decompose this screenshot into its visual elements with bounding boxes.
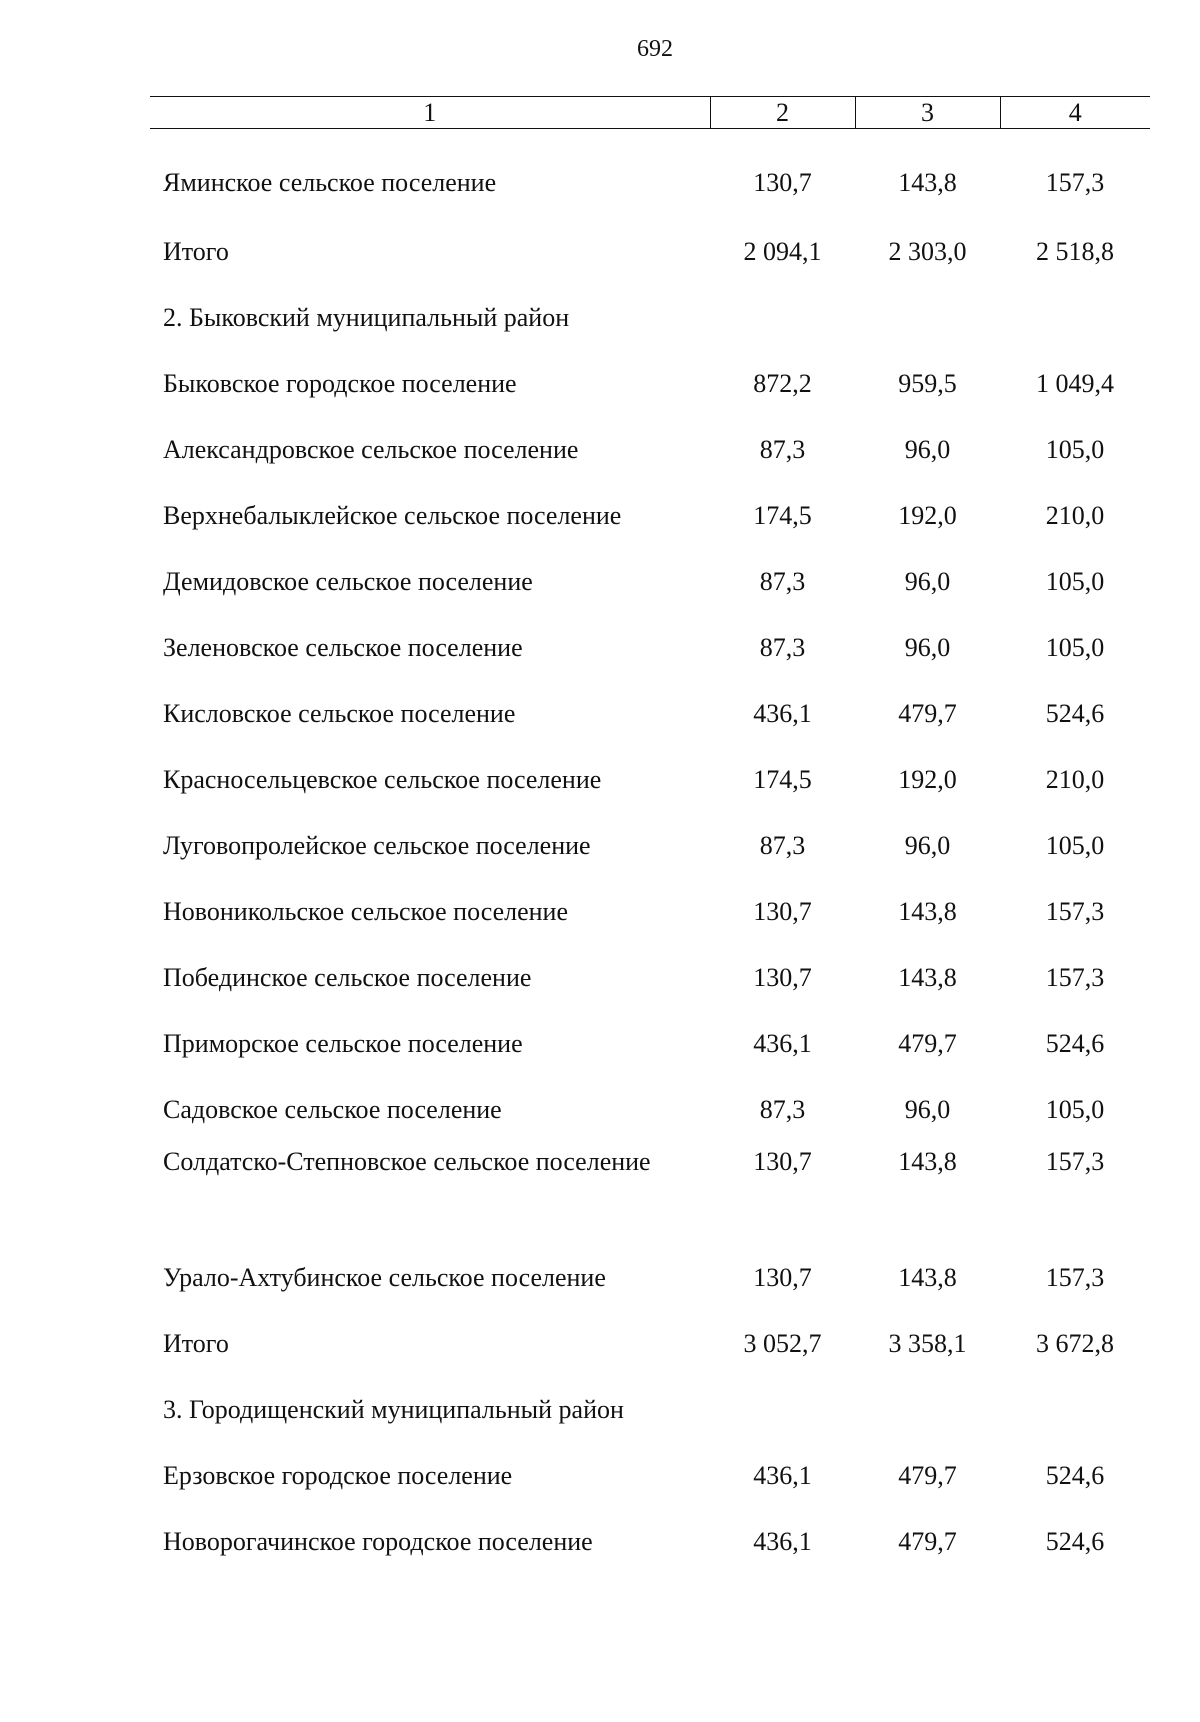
value-col-4: 157,3: [1045, 897, 1105, 926]
value-col-3: 143,8: [898, 897, 957, 926]
header-col-4: 4: [1000, 97, 1150, 129]
settlement-name: Кисловское сельское поселение: [163, 699, 516, 728]
header-col-1: 1: [150, 97, 710, 129]
settlement-name: Солдатско-Степновское сельское поселение: [163, 1146, 651, 1176]
settlement-name: Александровское сельское поселение: [163, 435, 579, 464]
settlement-name: Быковское городское поселение: [163, 369, 517, 398]
value-col-3: 2 303,0: [888, 237, 967, 266]
value-col-3: 96,0: [904, 435, 951, 464]
value-col-2: 87,3: [759, 633, 806, 662]
value-col-3: [855, 285, 1000, 351]
value-col-3: 96,0: [904, 567, 951, 596]
value-col-3: [855, 1377, 1000, 1443]
table-row: [150, 1443, 1150, 1509]
settlement-name: Луговопролейское сельское поселение: [163, 831, 591, 860]
value-col-3: 479,7: [898, 1029, 957, 1058]
header-col-2: 2: [710, 97, 855, 129]
value-col-2: 872,2: [753, 369, 812, 398]
table-body: [150, 129, 1150, 1575]
table-row: [150, 549, 1150, 615]
section-heading: 3. Городищенский муниципальный район: [163, 1395, 624, 1424]
value-col-2: 87,3: [759, 435, 806, 464]
table-row: [150, 945, 1150, 1011]
table-row: [150, 813, 1150, 879]
value-col-4: 1 049,4: [1036, 369, 1114, 398]
value-col-2: 130,7: [753, 963, 812, 992]
value-col-2: 174,5: [753, 765, 812, 794]
table-row: [150, 615, 1150, 681]
settlement-name: Красносельцевское сельское поселение: [163, 765, 602, 794]
value-col-4: 210,0: [1045, 765, 1105, 794]
value-col-2: 130,7: [753, 1263, 812, 1292]
total-row: [150, 1311, 1150, 1377]
value-col-4: 157,3: [1045, 1263, 1105, 1292]
value-col-3: 3 358,1: [888, 1329, 967, 1358]
settlement-name: Яминское сельское поселение: [163, 168, 497, 198]
settlement-name: Зеленовское сельское поселение: [163, 633, 523, 662]
table-row: [150, 417, 1150, 483]
value-col-4: 105,0: [1045, 633, 1105, 662]
value-col-3: 143,8: [898, 1146, 957, 1176]
page-number: 692: [637, 36, 673, 62]
table-row: [150, 483, 1150, 549]
value-col-4: 105,0: [1045, 831, 1105, 860]
table-row: [150, 1011, 1150, 1077]
value-col-4: 105,0: [1045, 435, 1105, 464]
header-col-3: 3: [855, 97, 1000, 129]
value-col-2: 2 094,1: [743, 237, 822, 266]
value-col-3: 96,0: [904, 1095, 951, 1124]
total-row: [150, 219, 1150, 285]
value-col-2: 130,7: [753, 168, 812, 198]
settlement-name: Урало-Ахтубинское сельское поселение: [163, 1263, 606, 1292]
value-col-4: 524,6: [1045, 1461, 1105, 1490]
value-col-4: 524,6: [1045, 1527, 1105, 1556]
value-col-4: 157,3: [1045, 168, 1105, 198]
value-col-2: 130,7: [753, 1146, 812, 1176]
section-row: [150, 285, 1150, 351]
value-col-2: 436,1: [753, 1527, 812, 1556]
table-row: [150, 879, 1150, 945]
value-col-3: 192,0: [898, 765, 957, 794]
section-row: [150, 1377, 1150, 1443]
table-header: [150, 97, 1150, 129]
value-col-3: 96,0: [904, 831, 951, 860]
value-col-2: 87,3: [759, 1095, 806, 1124]
value-col-4: 524,6: [1045, 699, 1105, 728]
table-row: [150, 1143, 1150, 1245]
value-col-2: 87,3: [759, 567, 806, 596]
value-col-2: [710, 1377, 855, 1443]
value-col-4: 524,6: [1045, 1029, 1105, 1058]
value-col-2: 87,3: [759, 831, 806, 860]
value-col-4: [1000, 285, 1150, 351]
total-label: Итого: [163, 237, 229, 266]
settlement-name: Новорогачинское городское поселение: [163, 1527, 593, 1556]
value-col-4: 157,3: [1045, 963, 1105, 992]
value-col-2: 436,1: [753, 1461, 812, 1490]
settlement-name: Побединское сельское поселение: [163, 963, 532, 992]
table-row: [150, 1077, 1150, 1143]
allocation-table: [150, 96, 1150, 1575]
value-col-4: 105,0: [1045, 567, 1105, 596]
header-row: [150, 97, 1150, 129]
value-col-2: [710, 285, 855, 351]
table-row: [150, 129, 1150, 219]
value-col-4: 3 672,8: [1036, 1329, 1114, 1358]
value-col-3: 143,8: [898, 168, 957, 198]
value-col-2: 174,5: [753, 501, 812, 530]
value-col-4: 2 518,8: [1036, 237, 1114, 266]
value-col-3: 959,5: [898, 369, 957, 398]
value-col-3: 479,7: [898, 699, 957, 728]
table-row: [150, 1509, 1150, 1575]
settlement-name: Ерзовское городское поселение: [163, 1461, 513, 1490]
value-col-3: 143,8: [898, 963, 957, 992]
table-row: [150, 1245, 1150, 1311]
table-row: [150, 747, 1150, 813]
settlement-name: Новоникольское сельское поселение: [163, 897, 568, 926]
total-label: Итого: [163, 1329, 229, 1358]
value-col-3: 143,8: [898, 1263, 957, 1292]
value-col-2: 436,1: [753, 699, 812, 728]
settlement-name: Демидовское сельское поселение: [163, 567, 533, 596]
value-col-2: 436,1: [753, 1029, 812, 1058]
section-heading: 2. Быковский муниципальный район: [163, 303, 570, 332]
settlement-name: Верхнебалыклейское сельское поселение: [163, 501, 622, 530]
value-col-2: 130,7: [753, 897, 812, 926]
value-col-4: 105,0: [1045, 1095, 1105, 1124]
table-row: [150, 351, 1150, 417]
value-col-3: 479,7: [898, 1527, 957, 1556]
settlement-name: Приморское сельское поселение: [163, 1029, 523, 1058]
settlement-name: Садовское сельское поселение: [163, 1095, 502, 1124]
value-col-3: 479,7: [898, 1461, 957, 1490]
table-row: [150, 681, 1150, 747]
value-col-2: 3 052,7: [743, 1329, 822, 1358]
value-col-4: 157,3: [1045, 1146, 1105, 1176]
value-col-3: 192,0: [898, 501, 957, 530]
value-col-3: 96,0: [904, 633, 951, 662]
value-col-4: 210,0: [1045, 501, 1105, 530]
value-col-4: [1000, 1377, 1150, 1443]
